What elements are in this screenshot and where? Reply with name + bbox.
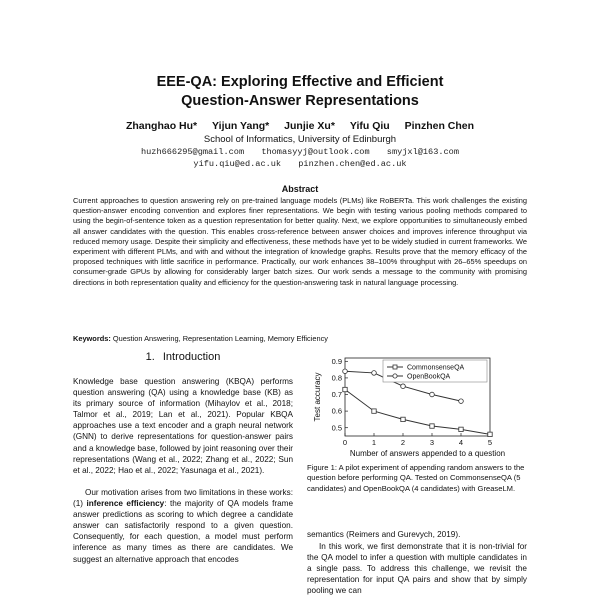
figure-1-chart xyxy=(307,350,527,460)
section-number: 1. xyxy=(145,351,155,363)
x-tick-label: 5 xyxy=(487,438,493,447)
email-line xyxy=(0,159,600,169)
x-tick-label: 0 xyxy=(342,438,348,447)
author-list xyxy=(0,120,600,132)
intro-p2-start: Our motivation arises from two limitations in these works: (1) xyxy=(73,488,293,509)
email: thomasyyj@outlook.com xyxy=(261,147,370,157)
abstract-text: Current approaches to question answering rely on pre-trained language models (PLMs) like RoBERTa. This work challenges the existing question-answer encoding convention and explores finer representations. We begin with testing various pooling methods compared to using the begin-of-sentence token as a question representation for better quality. Next, we explore opportunities to simultaneously embed all answer candidates with the question. This enables cross-reference between answer choices and improves inference throughput via reduced memory usage. Despite their simplicity and effectiveness, these methods have yet to be widely studied in current frameworks. We experiment with different PLMs, and with and without the integration of knowledge graphs. Results prove that the memory efficacy of the proposed techniques with little sacrifice in performance. Practically, our work enhances 38–100% throughput with 26–65% speedups on consumer-grade GPUs by allowing for considerably larger batch sizes. Our work sends a message to the community with promising directions in both representation quality and efficiency for the question-answering task in natural language processing. xyxy=(73,196,527,287)
email: huzh666295@gmail.com xyxy=(140,147,245,157)
data-point-openbookqa xyxy=(343,369,348,374)
y-tick-label: 0.9 xyxy=(331,356,342,366)
data-point-openbookqa xyxy=(372,371,377,376)
x-tick-label: 4 xyxy=(458,438,464,447)
legend-label: OpenBookQA xyxy=(407,373,451,381)
right-paragraph-1: semantics (Reimers and Gurevych, 2019). xyxy=(307,530,461,539)
x-tick-label: 3 xyxy=(429,438,435,447)
author: Yifu Qiu xyxy=(349,120,390,132)
title-line-1: EEE-QA: Exploring Effective and Efficient xyxy=(156,74,444,90)
intro-paragraph-2 xyxy=(73,487,293,565)
data-point-commonsenseqa xyxy=(401,417,405,421)
y-tick-label: 0.5 xyxy=(331,423,342,433)
legend-marker-square xyxy=(393,365,397,369)
abstract-heading: Abstract xyxy=(281,184,319,194)
author: Pinzhen Chen xyxy=(404,120,475,132)
author: Yijun Yang* xyxy=(212,120,270,132)
email-line xyxy=(0,147,600,157)
right-paragraph-2: In this work, we first demonstrate that it is non-trivial for the QA model to infer a question with multiple candidates in a single pass. To address this challenge, we revisit the representation for input QA pairs and show that by simply pooling we can xyxy=(307,542,527,596)
paper-title xyxy=(0,73,600,111)
data-point-commonsenseqa xyxy=(372,409,376,413)
section-heading-introduction xyxy=(73,351,293,363)
keywords xyxy=(73,334,527,343)
email: smyjxl@163.com xyxy=(386,147,459,157)
data-point-commonsenseqa xyxy=(343,387,347,391)
figure-caption: Figure 1: A pilot experiment of appending random answers to the question before performing QA. Tested on CommonsenseQA (5 candidates) and OpenBookQA (4 candidates) with GreaseLM. xyxy=(307,463,525,493)
x-tick-label: 1 xyxy=(371,438,377,447)
data-point-openbookqa xyxy=(430,392,435,397)
section-title: Introduction xyxy=(162,351,221,363)
keywords-text: Question Answering, Representation Learning, Memory Efficiency xyxy=(112,334,328,343)
title-line-2: Question-Answer Representations xyxy=(181,93,419,109)
x-axis-label: Number of answers appended to a question xyxy=(349,449,506,458)
intro-p2-rest: : the majority of QA models frame answer predictions as scoring to which degree a candidate answer can satisfactorily respond to a given question. Consequently, for each question, a model must perform inference as many times as there are candidates. We suggest an alternative approach that encodes xyxy=(73,499,294,564)
intro-paragraph-1: Knowledge base question answering (KBQA) performs question answering (QA) using a knowledge base (KB) as its primary source of information (Mihaylov et al., 2018; Talmor et al., 2019; Lan et al., 2021). Popular KBQA approaches use a text encoder and a graph neural network (GNN) to derive representations for question-answer pairs and a knowledge base, followed by joint reasoning over their representations (Wang et al., 2022; Zhang et al., 2022; Sun et al., 2022; Hao et al., 2022; Yasunaga et al., 2021). xyxy=(73,377,293,475)
intro-p2-emphasis: inference efficiency xyxy=(86,499,165,509)
data-point-commonsenseqa xyxy=(430,424,434,428)
y-tick-label: 0.6 xyxy=(331,406,342,416)
data-point-commonsenseqa xyxy=(488,432,492,436)
data-point-openbookqa xyxy=(401,384,406,389)
author: Zhanghao Hu* xyxy=(125,120,198,132)
series-line-commonsenseqa xyxy=(345,390,490,435)
y-tick-label: 0.7 xyxy=(331,390,342,400)
data-point-commonsenseqa xyxy=(459,427,463,431)
affiliation: School of Informatics, University of Edinburgh xyxy=(203,134,397,145)
y-tick-label: 0.8 xyxy=(331,373,342,383)
legend-label: CommonsenseQA xyxy=(407,364,465,372)
keywords-label: Keywords: xyxy=(73,334,111,343)
email: pinzhen.chen@ed.ac.uk xyxy=(298,159,407,169)
x-tick-label: 2 xyxy=(400,438,406,447)
data-point-openbookqa xyxy=(459,399,464,404)
legend-marker-circle xyxy=(393,374,397,378)
email: yifu.qiu@ed.ac.uk xyxy=(193,159,282,169)
author: Junjie Xu* xyxy=(284,120,335,132)
y-axis-label: Test accuracy xyxy=(313,372,322,422)
